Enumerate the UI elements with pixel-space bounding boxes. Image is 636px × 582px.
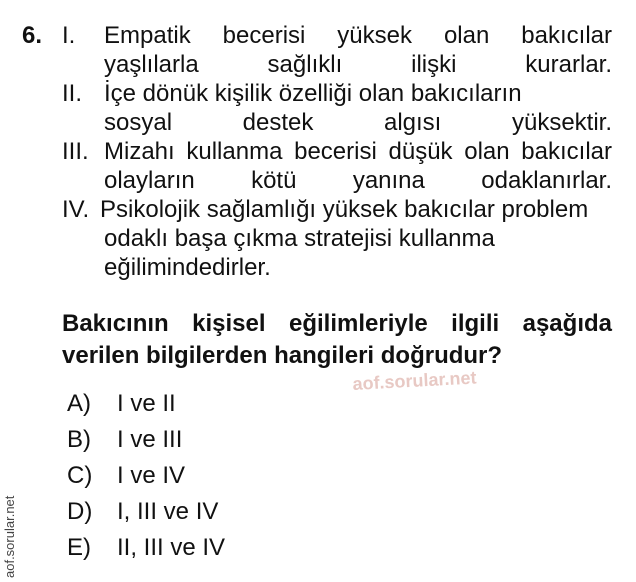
option-letter: D): [67, 498, 93, 525]
statement-line: sosyal destek algısı yüksektir.: [104, 109, 612, 136]
option-text: II, III ve IV: [117, 534, 226, 561]
option-e[interactable]: [67, 530, 225, 566]
option-a[interactable]: [67, 386, 225, 422]
stem-line: verilen bilgilerden hangileri doğrudur?: [62, 342, 503, 369]
option-letter: A): [67, 390, 91, 417]
watermark-side: aof.sorular.net: [2, 495, 17, 578]
option-text: I ve III: [117, 426, 183, 453]
statement-line: Psikolojik sağlamlığı yüksek bakıcılar problem: [100, 196, 589, 223]
option-text: I ve IV: [117, 462, 186, 489]
option-letter: B): [67, 426, 91, 453]
watermark-center: aof.sorular.net: [352, 367, 477, 394]
stem-line: Bakıcının kişisel eğilimleriyle ilgili aşağıda: [62, 310, 612, 337]
statement-line: odaklı başa çıkma stratejisi kullanma: [104, 225, 495, 252]
statement-line: olayların kötü yanına odaklanırlar.: [104, 167, 612, 194]
question-stem: [62, 308, 612, 372]
statement-text: [100, 195, 612, 282]
answer-options: [67, 386, 225, 566]
statement-iv: [62, 195, 612, 282]
statement-i: [62, 21, 612, 79]
option-c[interactable]: [67, 458, 225, 494]
option-d[interactable]: [67, 494, 225, 530]
option-b[interactable]: [67, 422, 225, 458]
statement-line: Empatik becerisi yüksek olan bakıcılar: [104, 22, 612, 49]
statement-text: [104, 79, 612, 137]
roman-numeral: IV.: [62, 196, 90, 223]
statement-iii: [62, 137, 612, 195]
statement-line: Mizahı kullanma becerisi düşük olan bakıcılar: [104, 138, 612, 165]
statement-ii: [62, 79, 612, 137]
roman-numeral: II.: [62, 80, 83, 107]
option-text: I, III ve IV: [117, 498, 219, 525]
statement-line: İçe dönük kişilik özelliği olan bakıcıların: [104, 80, 522, 107]
statement-text: [104, 137, 612, 195]
roman-numeral: III.: [62, 138, 89, 165]
statement-text: [104, 21, 612, 79]
option-text: I ve II: [117, 390, 176, 417]
option-letter: E): [67, 534, 91, 561]
roman-numeral: I.: [62, 22, 76, 49]
question-number: 6.: [22, 22, 43, 49]
statement-line: yaşlılarla sağlıklı ilişki kurarlar.: [104, 51, 612, 78]
statement-line: eğilimindedirler.: [104, 254, 271, 281]
option-letter: C): [67, 462, 93, 489]
